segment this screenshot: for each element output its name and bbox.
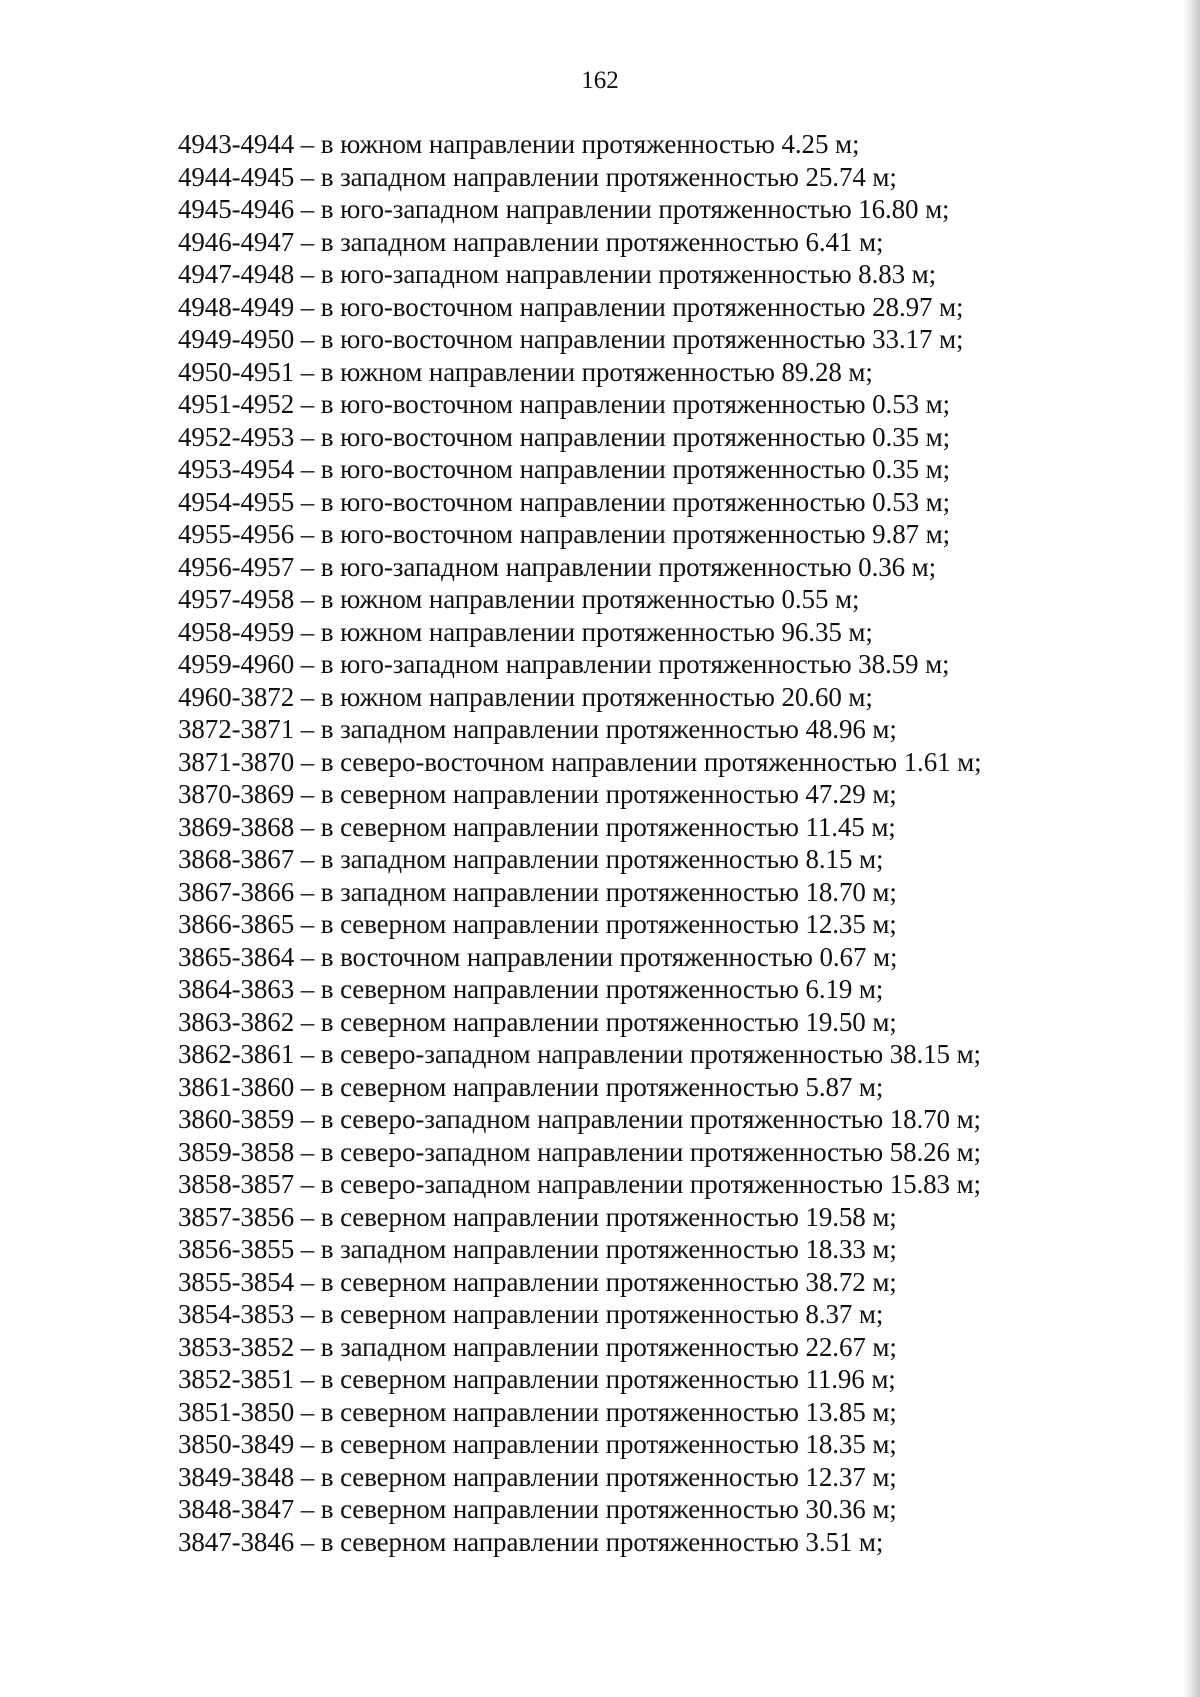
boundary-segment-line: 4949-4950 – в юго-восточном направлении протяженностью 33.17 м; — [178, 324, 964, 354]
boundary-segment-line: 3850-3849 – в северном направлении протяженностью 18.35 м; — [178, 1429, 897, 1459]
boundary-segment-line: 4954-4955 – в юго-восточном направлении протяженностью 0.53 м; — [178, 486, 951, 517]
boundary-segment-line: 4943-4944 – в южном направлении протяженностью 4.25 м; — [178, 129, 860, 159]
boundary-segment-line: 4958-4959 – в южном направлении протяженностью 96.35 м; — [178, 616, 873, 647]
boundary-segment-line: 3849-3848 – в северном направлении протяженностью 12.37 м; — [178, 1461, 897, 1492]
boundary-segment-line: 4953-4954 – в юго-восточном направлении протяженностью 0.35 м; — [178, 454, 951, 484]
boundary-segment-line: 3858-3857 – в северо-западном направлении протяженностью 15.83 м; — [178, 1169, 981, 1199]
boundary-segment-line: 3864-3863 – в северном направлении протяженностью 6.19 м; — [178, 974, 884, 1004]
boundary-segment-line: 4959-4960 – в юго-западном направлении протяженностью 38.59 м; — [178, 649, 950, 679]
boundary-segment-line: 4955-4956 – в юго-восточном направлении протяженностью 9.87 м; — [178, 519, 951, 549]
boundary-segment-line: 3865-3864 – в восточном направлении протяженностью 0.67 м; — [178, 941, 898, 972]
boundary-segment-line: 3866-3865 – в северном направлении протяженностью 12.35 м; — [178, 909, 897, 939]
boundary-segment-line: 3867-3866 – в западном направлении протяженностью 18.70 м; — [178, 876, 897, 907]
boundary-segment-line: 3852-3851 – в северном направлении протяженностью 11.96 м; — [178, 1364, 896, 1394]
boundary-segment-list — [178, 128, 982, 1558]
boundary-segment-line: 3856-3855 – в западном направлении протяженностью 18.33 м; — [178, 1234, 897, 1264]
boundary-segment-line: 4960-3872 – в южном направлении протяженностью 20.60 м; — [178, 681, 873, 712]
boundary-segment-line: 3847-3846 – в северном направлении протяженностью 3.51 м; — [178, 1526, 884, 1557]
boundary-segment-line: 4944-4945 – в западном направлении протяженностью 25.74 м; — [178, 161, 897, 192]
boundary-segment-line: 3860-3859 – в северо-западном направлении протяженностью 18.70 м; — [178, 1104, 981, 1134]
boundary-segment-line: 3862-3861 – в северо-западном направлении протяженностью 38.15 м; — [178, 1039, 981, 1069]
boundary-segment-line: 3848-3847 – в северном направлении протяженностью 30.36 м; — [178, 1494, 897, 1524]
boundary-segment-line: 3863-3862 – в северном направлении протяженностью 19.50 м; — [178, 1006, 897, 1037]
scan-edge-shadow — [1182, 0, 1200, 1697]
boundary-segment-line: 4945-4946 – в юго-западном направлении протяженностью 16.80 м; — [178, 194, 950, 224]
boundary-segment-line: 4956-4957 – в юго-западном направлении протяженностью 0.36 м; — [178, 551, 937, 582]
boundary-segment-line: 3857-3856 – в северном направлении протяженностью 19.58 м; — [178, 1201, 897, 1232]
boundary-segment-line: 3854-3853 – в северном направлении протяженностью 8.37 м; — [178, 1299, 884, 1329]
page-number: 162 — [581, 67, 619, 94]
boundary-segment-line: 3851-3850 – в северном направлении протяженностью 13.85 м; — [178, 1396, 897, 1427]
boundary-segment-line: 3868-3867 – в западном направлении протяженностью 8.15 м; — [178, 844, 884, 874]
boundary-segment-line: 3869-3868 – в северном направлении протяженностью 11.45 м; — [178, 811, 896, 842]
boundary-segment-line: 4947-4948 – в юго-западном направлении протяженностью 8.83 м; — [178, 259, 937, 289]
boundary-segment-line: 4952-4953 – в юго-восточном направлении протяженностью 0.35 м; — [178, 421, 951, 452]
boundary-segment-line: 3872-3871 – в западном направлении протяженностью 48.96 м; — [178, 714, 897, 744]
boundary-segment-line: 3853-3852 – в западном направлении протяженностью 22.67 м; — [178, 1331, 897, 1362]
boundary-segment-line: 4950-4951 – в южном направлении протяженностью 89.28 м; — [178, 356, 873, 387]
boundary-segment-line: 4951-4952 – в юго-восточном направлении протяженностью 0.53 м; — [178, 389, 951, 419]
boundary-segment-line: 4946-4947 – в западном направлении протяженностью 6.41 м; — [178, 226, 884, 257]
boundary-segment-line: 4957-4958 – в южном направлении протяженностью 0.55 м; — [178, 584, 860, 614]
boundary-segment-line: 3855-3854 – в северном направлении протяженностью 38.72 м; — [178, 1266, 897, 1297]
boundary-segment-line: 4948-4949 – в юго-восточном направлении протяженностью 28.97 м; — [178, 291, 964, 322]
boundary-segment-line: 3871-3870 – в северо-восточном направлении протяженностью 1.61 м; — [178, 746, 982, 777]
boundary-segment-line: 3859-3858 – в северо-западном направлении протяженностью 58.26 м; — [178, 1136, 981, 1167]
boundary-segment-line: 3870-3869 – в северном направлении протяженностью 47.29 м; — [178, 779, 897, 809]
boundary-segment-line: 3861-3860 – в северном направлении протяженностью 5.87 м; — [178, 1071, 884, 1102]
